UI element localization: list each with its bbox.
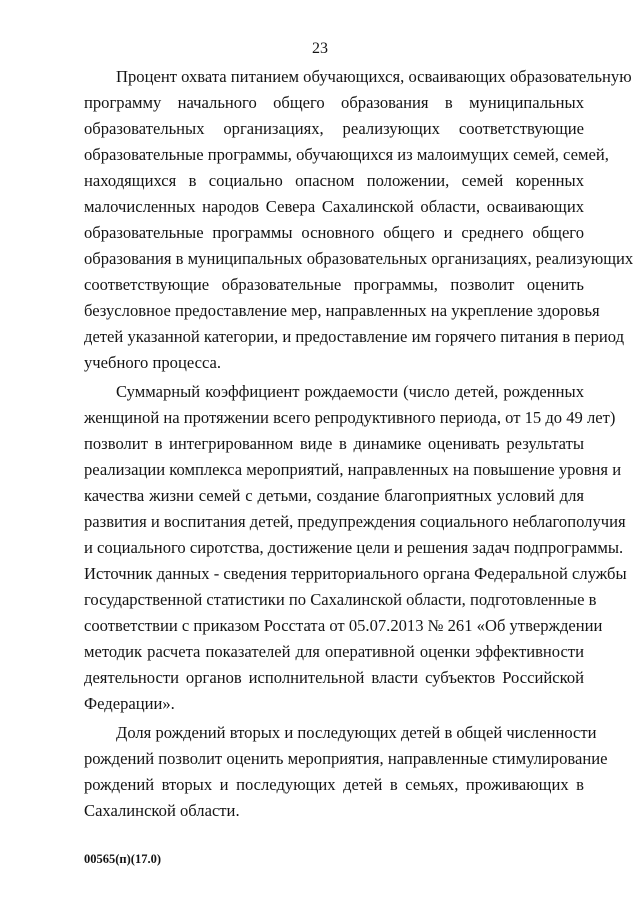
text-line: развития и воспитания детей, предупреждения социального неблагополучия: [84, 512, 626, 531]
paragraph-meal-coverage: [84, 64, 634, 376]
text-line: соответствующие образовательные программы, позволит оценить: [84, 275, 584, 294]
text-line: находящихся в социально опасном положении, семей коренных: [84, 171, 584, 190]
text-line: качества жизни семей с детьми, создание благоприятных условий для: [84, 486, 584, 505]
paragraph-fertility-rate: [84, 379, 627, 717]
text-line: Суммарный коэффициент рождаемости (число детей, рожденных: [116, 382, 584, 401]
text-line: образовательных организациях, реализующих соответствующие: [84, 119, 584, 138]
text-line: детей указанной категории, и предоставление им горячего питания в период: [84, 327, 625, 346]
paragraph-second-births: [84, 720, 608, 824]
text-line: образования в муниципальных образовательных организациях, реализующих: [84, 249, 634, 268]
text-line: образовательные программы основного общего и среднего общего: [84, 223, 584, 242]
document-body: [84, 64, 634, 824]
text-line: Федерации».: [84, 694, 175, 713]
page-number: 23: [312, 40, 328, 57]
text-line: безусловное предоставление мер, направленных на укрепление здоровья: [84, 301, 600, 320]
text-line: деятельности органов исполнительной власти субъектов Российской: [84, 668, 584, 687]
text-line: учебного процесса.: [84, 353, 222, 372]
text-line: рождений позволит оценить мероприятия, направленные стимулирование: [84, 749, 608, 768]
text-line: реализации комплекса мероприятий, направленных на повышение уровня и: [84, 460, 622, 479]
text-line: и социального сиротства, достижение цели и решения задач подпрограммы.: [84, 538, 624, 557]
text-line: Доля рождений вторых и последующих детей в общей численности: [116, 723, 597, 742]
text-line: государственной статистики по Сахалинской области, подготовленные в: [84, 590, 597, 609]
text-line: Процент охвата питанием обучающихся, осваивающих образовательную: [116, 67, 632, 86]
text-line: Источник данных - сведения территориального органа Федеральной службы: [84, 564, 627, 583]
text-line: малочисленных народов Севера Сахалинской области, осваивающих: [84, 197, 584, 216]
text-line: методик расчета показателей для оперативной оценки эффективности: [84, 642, 584, 661]
text-line: женщиной на протяжении всего репродуктивного периода, от 15 до 49 лет): [84, 408, 616, 427]
text-line: соответствии с приказом Росстата от 05.07.2013 № 261 «Об утверждении: [84, 616, 603, 635]
document-code: 00565(п)(17.0): [84, 852, 161, 866]
text-line: Сахалинской области.: [84, 801, 240, 820]
text-line: образовательные программы, обучающихся из малоимущих семей, семей,: [84, 145, 609, 164]
text-line: программу начального общего образования в муниципальных: [84, 93, 584, 112]
text-line: рождений вторых и последующих детей в семьях, проживающих в: [84, 775, 584, 794]
text-line: позволит в интегрированном виде в динамике оценивать результаты: [84, 434, 584, 453]
